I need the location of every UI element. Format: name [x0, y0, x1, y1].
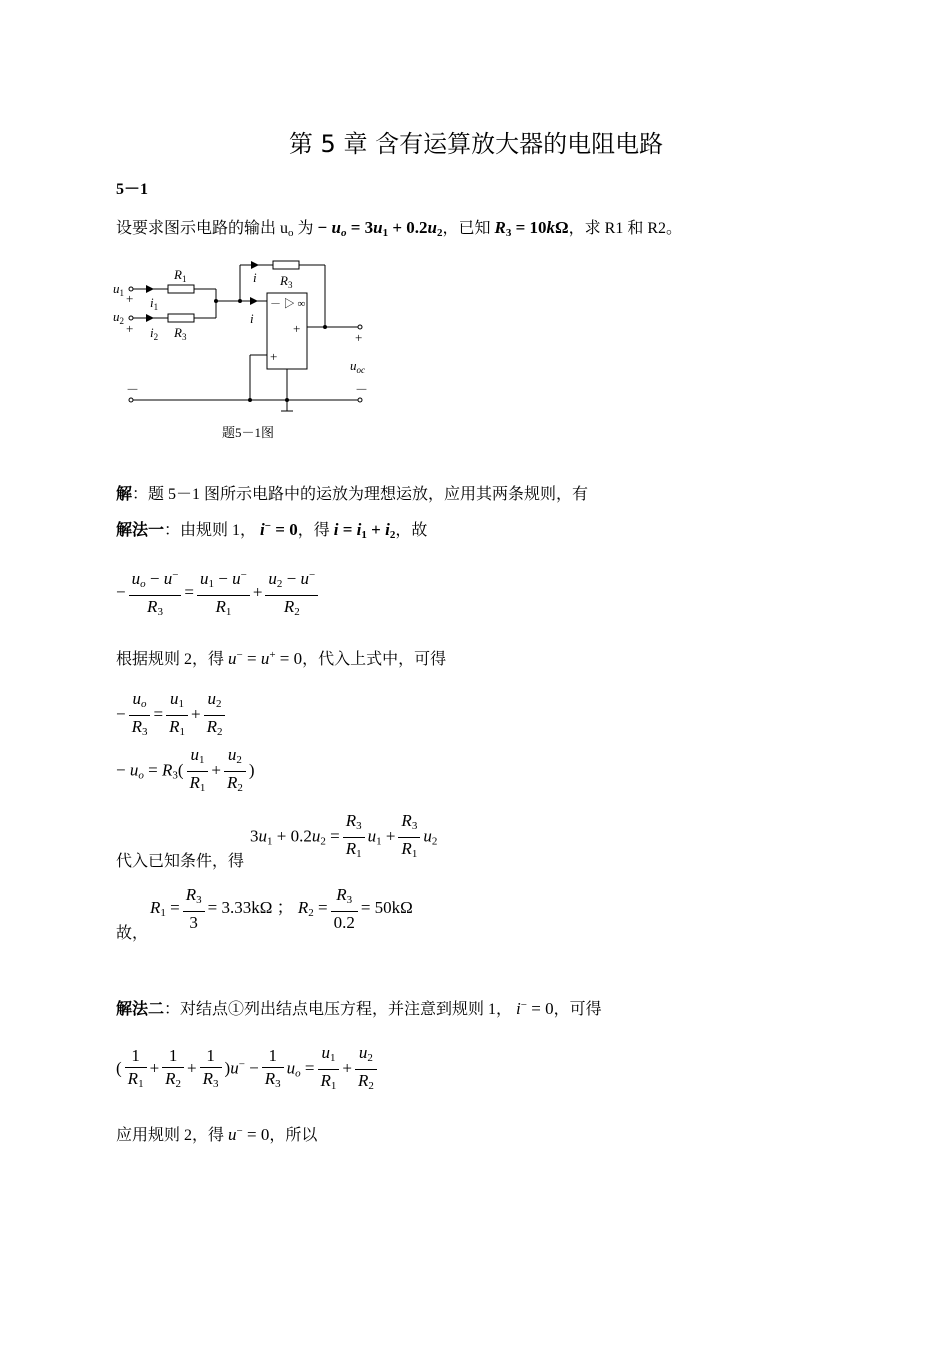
equation-result: $R_1$ = $\frac{R_3}{3}$ = 3.33kΩ ； $R_2$ = $\frac{R_3}{0.2}$ = 50kΩ	[150, 885, 413, 932]
method2-text-b: ，可得	[553, 1001, 602, 1018]
svg-text:i: i	[250, 311, 254, 326]
method1-label: 解法一	[116, 522, 165, 539]
svg-text:+: +	[293, 321, 301, 336]
equation-node-voltage: ( $\frac{1}{R_1}$ + $\frac{1}{R_2}$ + $\frac{1}{R_3}$ )u− − $\frac{1}{R_3}$ $u_o$ = $\frac{u_1}{R_1}$ + $\frac{u_2}{R_2}$	[116, 1044, 380, 1095]
equation-kcl: $i = i_1 + i_2$	[333, 520, 396, 541]
method2-label: 解法二	[116, 1001, 165, 1018]
svg-text:R3: $R_3$	[174, 325, 187, 342]
equation-rule1: i− = 0	[260, 520, 298, 539]
problem-prefix-sub: o	[288, 227, 294, 239]
section-number: 5－1	[116, 181, 149, 198]
result-sep: ；	[276, 897, 294, 917]
equation-substituted: $3u_1 + 0.2u_2$ = $\frac{R_3}{R_1}$ $u_1$ + $\frac{R_3}{R_1}$ $u_2$	[250, 811, 438, 860]
method1-text-b: ，得	[297, 522, 330, 539]
therefore-text: 故，	[116, 925, 149, 942]
svg-text:i2: $i_2$	[150, 325, 159, 342]
svg-text:R1: $R_1$	[174, 267, 187, 284]
method1-text-c: ，故	[395, 522, 428, 539]
solution-intro	[116, 481, 588, 504]
svg-text:+: +	[126, 291, 134, 306]
r1-value: = 3.33kΩ	[207, 897, 273, 917]
svg-text:u2: $u_2$	[113, 309, 124, 326]
svg-text:u1: $u_1$	[113, 281, 124, 298]
svg-text:+: +	[270, 349, 278, 364]
rule2b-line	[116, 1122, 317, 1145]
equation-known-r3: $R_3 = 10k\Omega$	[494, 218, 569, 239]
rule2-text-a: 根据规则 2，得	[116, 651, 225, 668]
method2-text-a: ：对结点①列出结点电压方程，并注意到规则 1，	[164, 1001, 513, 1018]
svg-text:uoc: $u_{oc}$	[350, 358, 365, 375]
equation-rule2: u− = u+ = 0	[228, 649, 303, 668]
solution-intro-text: ：题 5－1 图所示电路中的运放为理想运放，应用其两条规则，有	[132, 486, 589, 503]
equation-rule2-b: u− = 0	[228, 1125, 270, 1144]
method1-text-a: ：由规则 1，	[164, 522, 257, 539]
rule2-line	[116, 646, 446, 669]
rule2-text-b: ，代入上式中，可得	[302, 651, 447, 668]
r2-value: = 50kΩ	[360, 897, 413, 917]
problem-statement	[116, 215, 682, 239]
equation-rule1-b: i− = 0	[516, 999, 554, 1018]
rule2b-text-a: 应用规则 2，得	[116, 1127, 225, 1144]
circuit-diagram	[110, 255, 380, 455]
solution-label: 解	[116, 486, 133, 503]
svg-text:+: +	[126, 321, 134, 336]
problem-prefix-tail: 为	[293, 220, 314, 237]
svg-text:i: i	[253, 270, 257, 285]
svg-text:－: －	[355, 382, 369, 397]
problem-prefix: 设要求图示电路的输出 u	[116, 220, 289, 237]
method1-line	[116, 517, 427, 541]
svg-text:R3: $R_3$	[280, 273, 293, 290]
rule2b-text-b: ，所以	[269, 1127, 318, 1144]
equation-output: − $u_o = R_3$( $\frac{u_1}{R_1}$ + $\frac{u_2}{R_2}$ )	[116, 745, 255, 794]
svg-text:－: －	[126, 382, 140, 397]
equation-node-currents: − $\frac{u_o - u^-}{R_3}$ = $\frac{u_1 - u^-}{R_1}$ + $\frac{u_2 - u^-}{R_2}$	[116, 566, 321, 621]
svg-text:－ ▷ ∞: － ▷ ∞	[270, 298, 306, 310]
page-title: 第 5 章 含有运算放大器的电阻电路	[288, 130, 664, 158]
svg-text:i1: $i_1$	[150, 295, 159, 312]
method2-line	[116, 996, 602, 1019]
problem-known: ，已知	[442, 220, 491, 237]
equation-simplified: − $\frac{u_o}{R_3}$ = $\frac{u_1}{R_1}$ + $\frac{u_2}{R_2}$	[116, 690, 228, 741]
svg-text:题5－1图: 题5－1图	[222, 425, 275, 440]
equation-requirement: − $u_o = 3u_1 + 0.2u_2$	[317, 218, 443, 239]
svg-text:+: +	[355, 330, 363, 345]
substitute-text: 代入已知条件，得	[116, 853, 245, 870]
problem-ask: ，求 R1 和 R2。	[568, 220, 683, 237]
